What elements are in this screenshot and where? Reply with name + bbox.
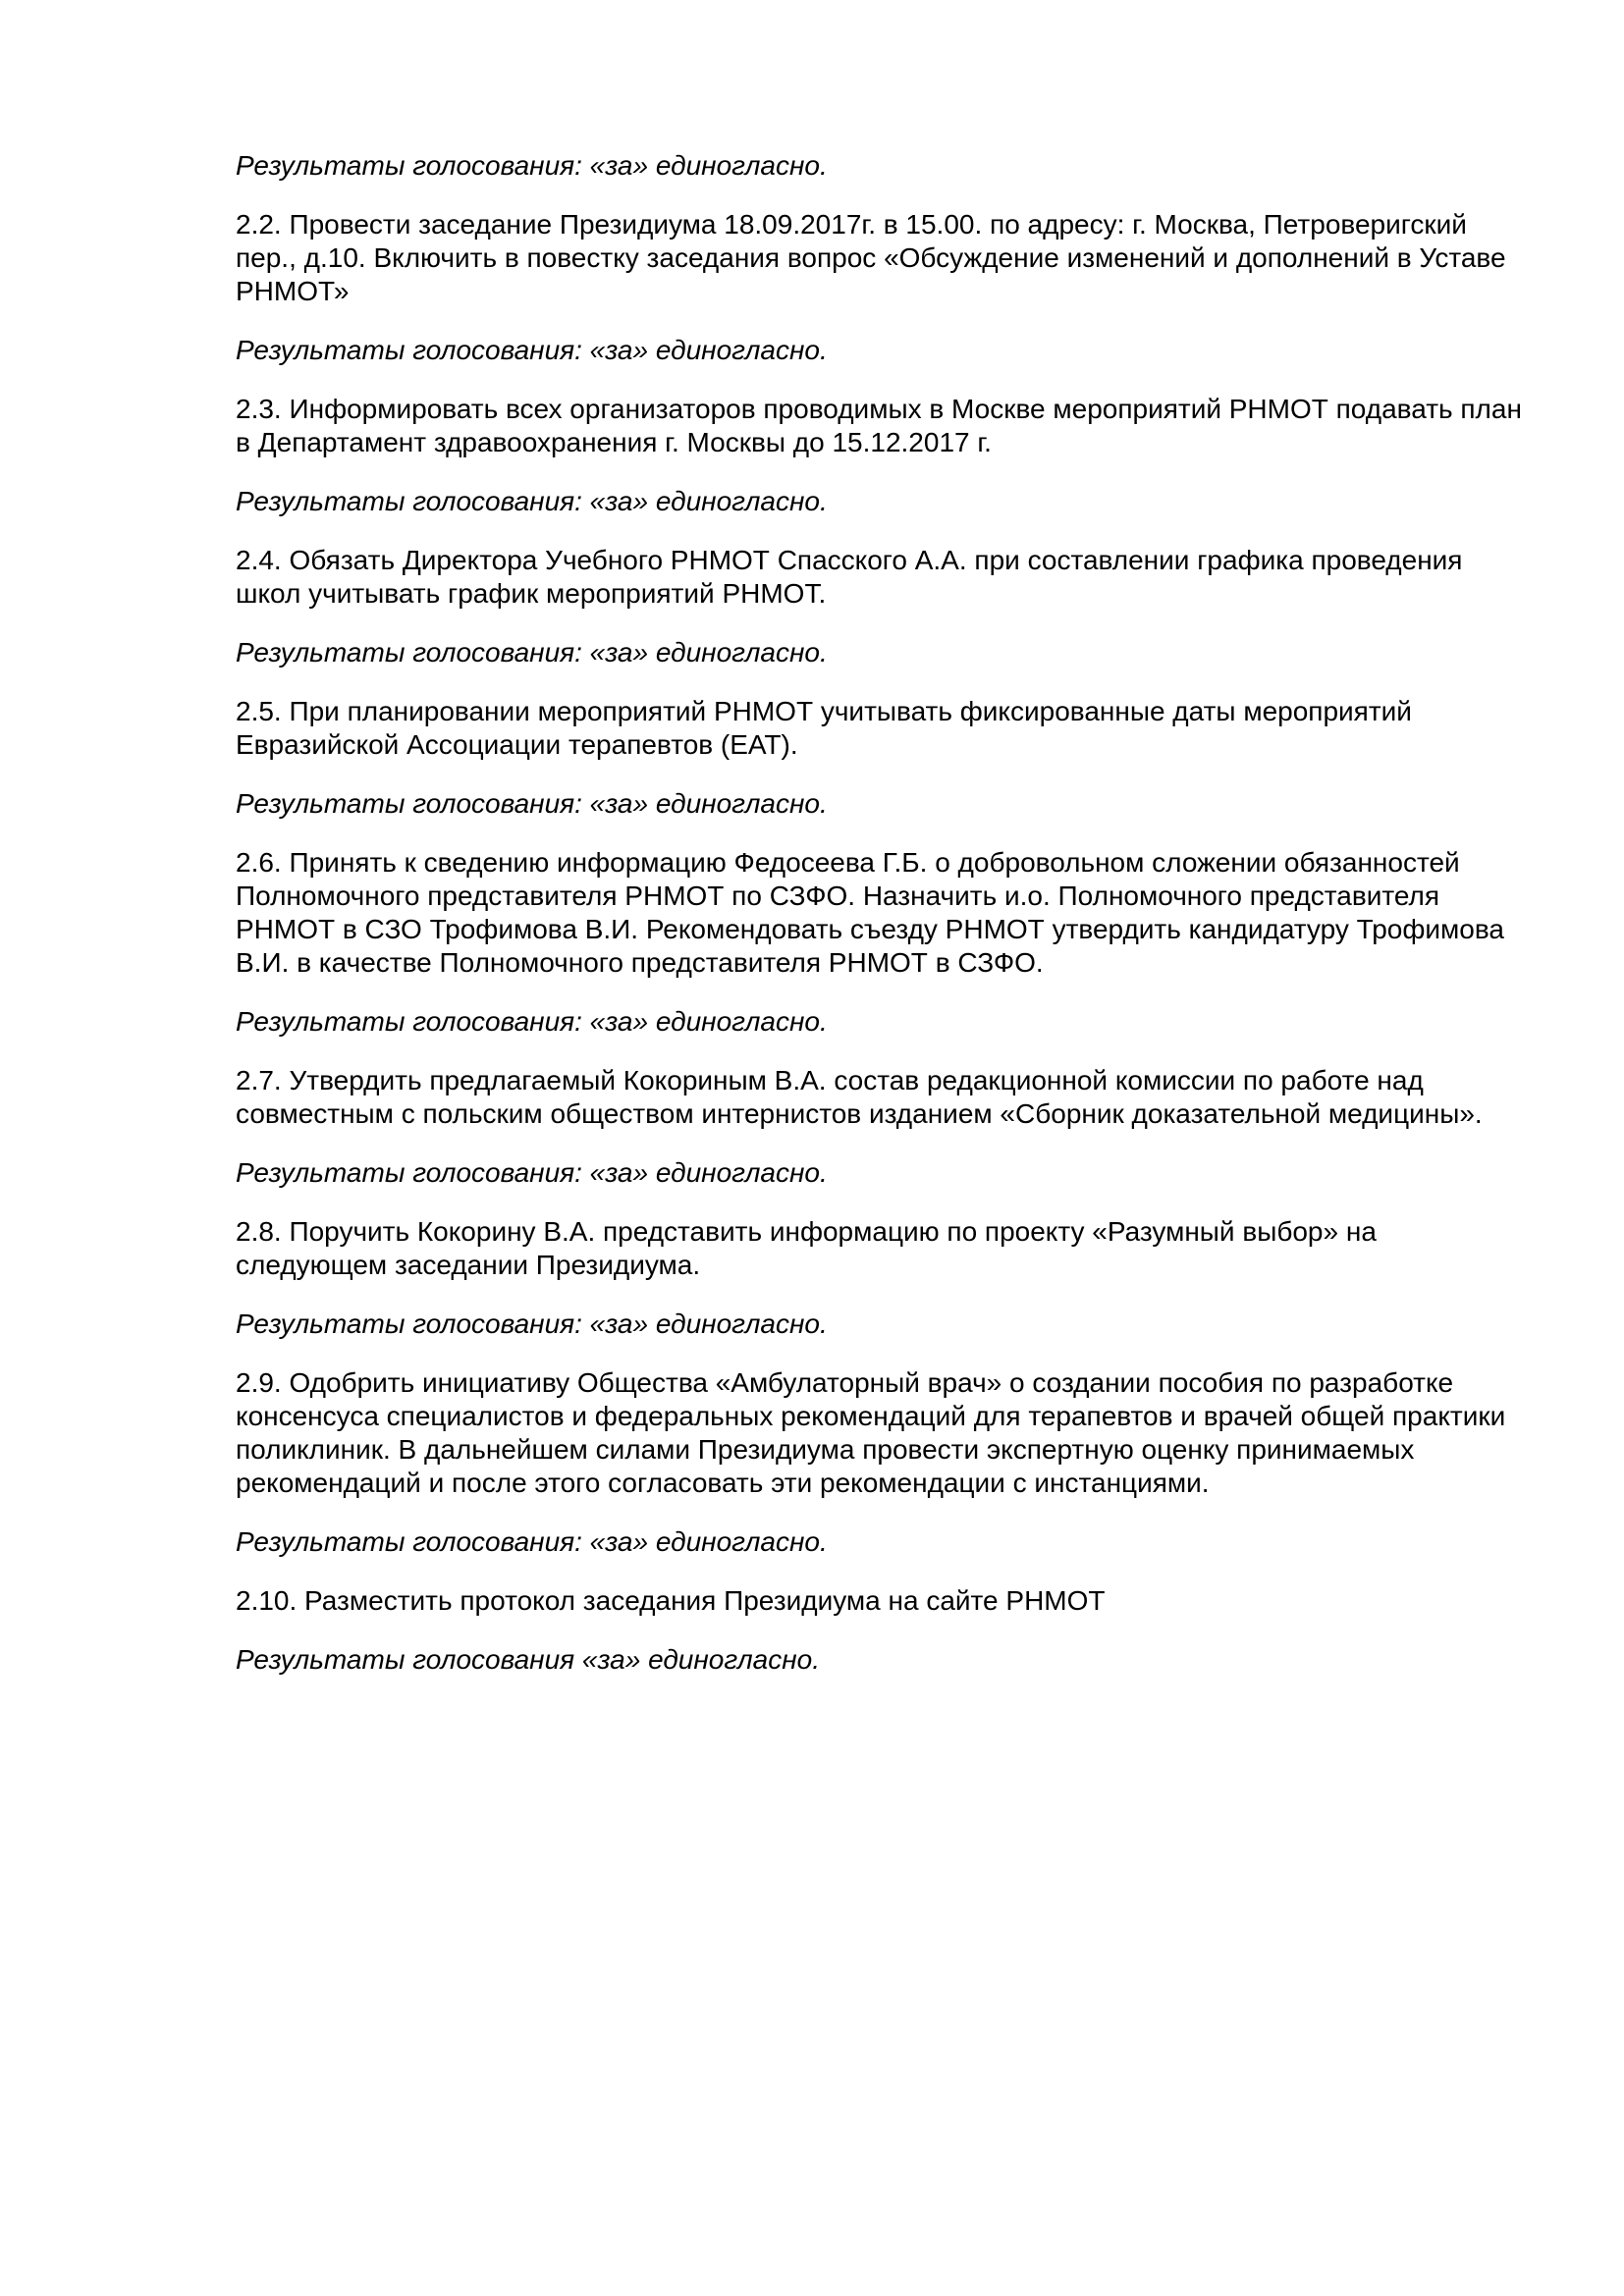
decision-2-7: 2.7. Утвердить предлагаемый Кокориным В.А. состав редакционной комиссии по работе над совместным с польским обществом интернистов изданием «Сборник доказательной медицины». (236, 1065, 1483, 1129)
vote-result-7: Результаты голосования: «за» единогласно. (236, 1157, 828, 1188)
decision-2-10: 2.10. Разместить протокол заседания Президиума на сайте РНМОТ (236, 1585, 1106, 1616)
vote-result-9: Результаты голосования: «за» единогласно. (236, 1526, 828, 1557)
vote-result-1: Результаты голосования: «за» единогласно. (236, 150, 828, 181)
decision-2-3: 2.3. Информировать всех организаторов проводимых в Москве мероприятий РНМОТ подавать план в Департамент здравоохранения г. Москвы до 15.12.2017 г. (236, 394, 1522, 457)
decision-2-2: 2.2. Провести заседание Президиума 18.09.2017г. в 15.00. по адресу: г. Москва, Петроверигский пер., д.10. Включить в повестку заседания вопрос «Обсуждение изменений и дополнений в Уставе РНМОТ» (236, 209, 1506, 306)
document-body (236, 149, 1532, 1702)
vote-result-5: Результаты голосования: «за» единогласно. (236, 788, 828, 819)
vote-result-10: Результаты голосования «за» единогласно. (236, 1644, 820, 1675)
decision-2-8: 2.8. Поручить Кокорину В.А. представить информацию по проекту «Разумный выбор» на следующем заседании Президиума. (236, 1216, 1377, 1280)
decision-2-5: 2.5. При планировании мероприятий РНМОТ учитывать фиксированные даты мероприятий Евразийской Ассоциации терапевтов (ЕАТ). (236, 696, 1412, 760)
decision-2-6: 2.6. Принять к сведению информацию Федосеева Г.Б. о добровольном сложении обязанностей Полномочного представителя РНМОТ по СЗФО. Назначить и.о. Полномочного представителя РНМОТ в СЗО Трофимова В.И. Рекомендовать съезду РНМОТ утвердить кандидатуру Трофимова В.И. в качестве Полномочного представителя РНМОТ в СЗФО. (236, 847, 1504, 978)
decision-2-4: 2.4. Обязать Директора Учебного РНМОТ Спасского А.А. при составлении графика проведения школ учитывать график мероприятий РНМОТ. (236, 545, 1463, 609)
vote-result-3: Результаты голосования: «за» единогласно. (236, 486, 828, 516)
vote-result-6: Результаты голосования: «за» единогласно. (236, 1006, 828, 1037)
decision-2-9: 2.9. Одобрить инициативу Общества «Амбулаторный врач» о создании пособия по разработке консенсуса специалистов и федеральных рекомендаций для терапевтов и врачей общей практики поликлиник. В дальнейшем силами Президиума провести экспертную оценку принимаемых рекомендаций и после этого согласовать эти рекомендации с инстанциями. (236, 1367, 1506, 1498)
vote-result-2: Результаты голосования: «за» единогласно. (236, 335, 828, 365)
vote-result-4: Результаты голосования: «за» единогласно. (236, 637, 828, 667)
vote-result-8: Результаты голосования: «за» единогласно. (236, 1308, 828, 1339)
